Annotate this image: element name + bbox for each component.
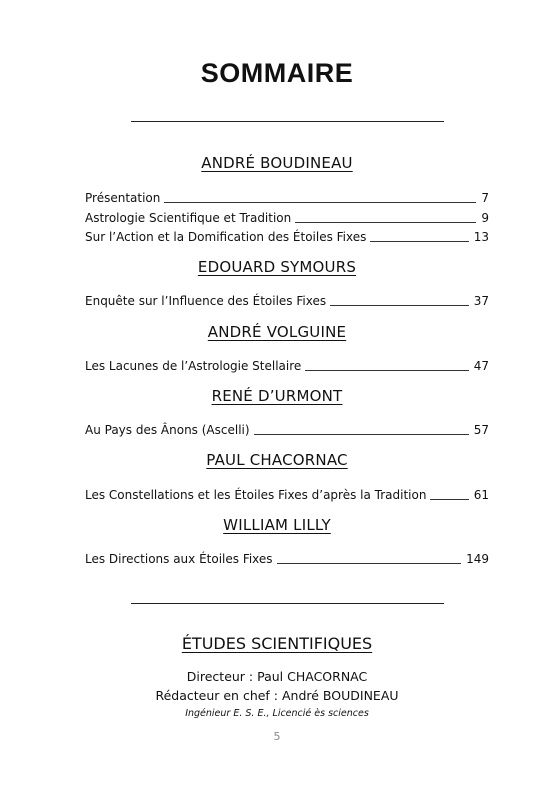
editor-line: Rédacteur en chef : André BOUDINEAU xyxy=(155,688,399,703)
toc-entry-page: 13 xyxy=(473,230,489,244)
toc-entry-page: 61 xyxy=(473,488,489,502)
toc-entry[interactable] xyxy=(85,228,489,244)
toc-leader xyxy=(370,241,468,242)
toc-entry-label: Présentation xyxy=(85,191,161,205)
toc-entry[interactable] xyxy=(85,209,489,225)
toc-entry[interactable] xyxy=(85,189,489,205)
toc-leader xyxy=(430,499,468,500)
bottom-rule xyxy=(131,603,444,604)
toc-entry-page: 7 xyxy=(481,191,489,205)
toc-entry-page: 57 xyxy=(473,423,489,437)
toc-entry-page: 9 xyxy=(481,211,489,225)
toc-entry-label: Sur l’Action et la Domification des Étoiles Fixes xyxy=(85,230,367,244)
page-number: 5 xyxy=(273,730,281,743)
toc-entry-label: Enquête sur l’Influence des Étoiles Fixes xyxy=(85,294,327,308)
toc-entry-label: Astrologie Scientifique et Tradition xyxy=(85,211,292,225)
toc-leader xyxy=(277,563,462,564)
toc-entry-page: 47 xyxy=(473,359,489,373)
toc-entry[interactable] xyxy=(85,550,489,566)
top-rule xyxy=(131,121,444,122)
toc-entry-label: Au Pays des Ânons (Ascelli) xyxy=(85,423,250,437)
toc-leader xyxy=(295,222,476,223)
footer-section-title: ÉTUDES SCIENTIFIQUES xyxy=(181,634,373,653)
author-heading: ANDRÉ BOUDINEAU xyxy=(201,154,353,172)
toc-entry[interactable] xyxy=(85,486,489,502)
toc-entry[interactable] xyxy=(85,357,489,373)
toc-entry-page: 37 xyxy=(473,294,489,308)
toc-leader xyxy=(164,202,476,203)
author-heading: EDOUARD SYMOURS xyxy=(197,258,357,276)
author-heading: WILLIAM LILLY xyxy=(223,516,331,534)
credential-line: Ingénieur E. S. E., Licencié ès sciences xyxy=(185,708,369,719)
author-heading: ANDRÉ VOLGUINE xyxy=(207,323,347,341)
author-heading: PAUL CHACORNAC xyxy=(206,451,348,469)
toc-leader xyxy=(305,370,468,371)
author-heading: RENÉ D’URMONT xyxy=(211,387,343,405)
toc-entry-label: Les Directions aux Étoiles Fixes xyxy=(85,552,273,566)
page-title: SOMMAIRE xyxy=(200,58,354,88)
toc-entry-label: Les Constellations et les Étoiles Fixes d’après la Tradition xyxy=(85,488,427,502)
toc-entry[interactable] xyxy=(85,292,489,308)
toc-entry-label: Les Lacunes de l’Astrologie Stellaire xyxy=(85,359,302,373)
director-line: Directeur : Paul CHACORNAC xyxy=(186,669,368,684)
toc-leader xyxy=(254,434,469,435)
toc-entry[interactable] xyxy=(85,421,489,437)
toc-leader xyxy=(330,305,469,306)
toc-entry-page: 149 xyxy=(466,552,489,566)
